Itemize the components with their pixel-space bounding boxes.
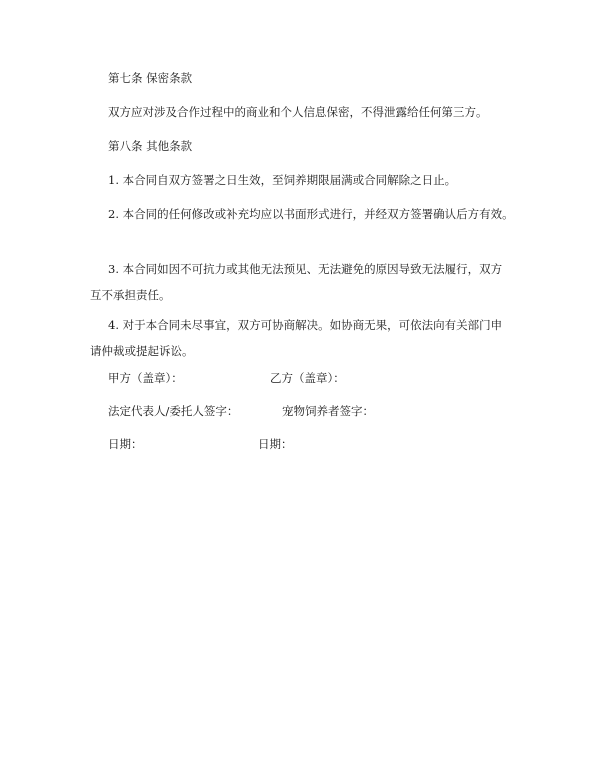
- date-a-label: 日期：: [108, 437, 143, 451]
- article7-heading: 第七条 保密条款: [108, 71, 193, 85]
- party-b-seal-label: 乙方（盖章）：: [270, 371, 345, 385]
- clause-3: 3. 本合同如因不可抗力或其他无法预见、无法避免的原因导致无法履行，双方互不承担责任。: [90, 262, 503, 302]
- pet-keeper-signature-label: 宠物饲养者签字：: [282, 404, 374, 418]
- date-b-label: 日期：: [258, 437, 293, 451]
- clause-1: 1. 本合同自双方签署之日生效，至饲养期限届满或合同解除之日止。: [108, 173, 457, 187]
- clause-2: 2. 本合同的任何修改或补充均应以书面形式进行，并经双方签署确认后方有效。: [108, 207, 514, 221]
- clause-4: 4. 对于本合同未尽事宜，双方可协商解决。如协商无果，可依法向有关部门申请仲裁或提起诉讼。: [90, 318, 503, 358]
- article7-body: 双方应对涉及合作过程中的商业和个人信息保密，不得泄露给任何第三方。: [108, 105, 488, 119]
- article8-heading: 第八条 其他条款: [108, 139, 193, 153]
- party-a-seal-label: 甲方（盖章）：: [108, 371, 183, 385]
- legal-rep-signature-label: 法定代表人/委托人签字：: [108, 404, 239, 418]
